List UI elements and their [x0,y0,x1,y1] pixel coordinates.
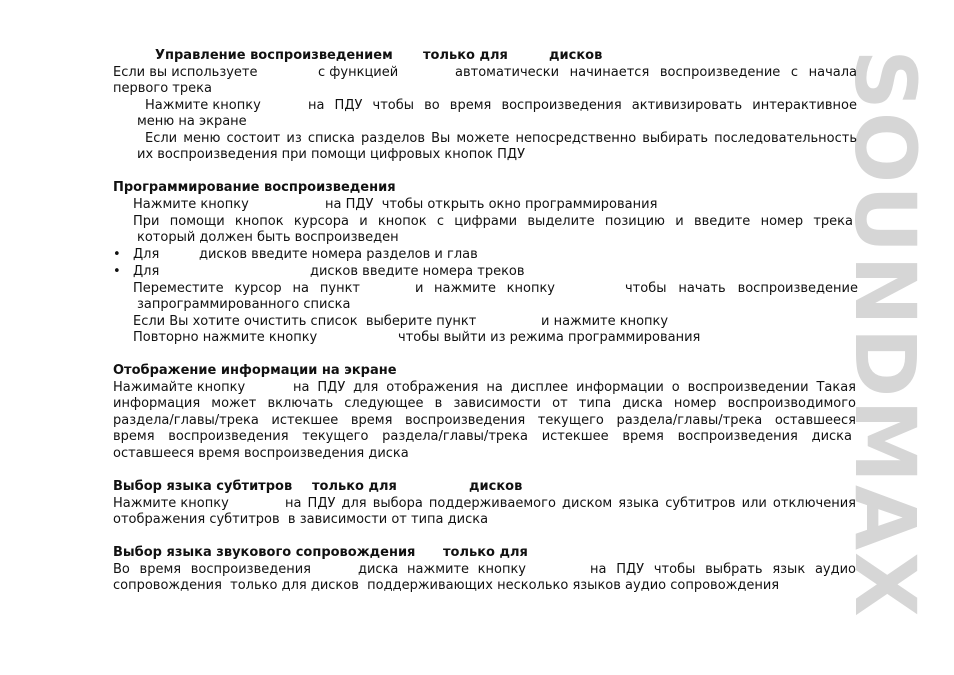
text-line: на ПДУ чтобы во время воспроизведения активизировать интерактивное [308,98,857,113]
text-line: с функцией [318,65,399,80]
text-line: чтобы выйти из режима программирования [398,330,701,345]
text-line: на ПДУ для отображения на дисплее информации о воспроизведении Такая [293,380,856,395]
text-line: на ПДУ чтобы открыть окно программирования [325,197,658,212]
section-title-subtitles-part2: только для [312,479,397,494]
list-item: Для [133,247,160,262]
text-line: информация может включать следующее в зависимости от типа диска номер воспроизводимого [113,396,856,411]
text-line: запрограммированного списка [137,297,351,312]
text-line: чтобы начать воспроизведение [625,281,858,296]
text-line: меню на экране [137,114,247,129]
text-line: время воспроизведения текущего раздела/главы/трека истекшее время воспроизведения диска [113,429,852,444]
section-title-subtitles-part3: дисков [469,479,523,494]
text-line: раздела/главы/трека истекшее время воспроизведения текущего раздела/главы/трека оставшееся [113,413,856,428]
soundmax-logo-text: SOUNDMAX [836,49,934,619]
bullet-icon: • [113,264,121,279]
section-title-audio-part2: только для [443,545,528,560]
text-line: их воспроизведения при помощи цифровых кнопок ПДУ [137,147,525,162]
text-line: оставшееся время воспроизведения диска [113,446,409,461]
text-line: и нажмите кнопку [415,281,555,296]
text-line: и нажмите кнопку [541,314,669,329]
text-line: Во время воспроизведения [113,562,311,577]
text-line: первого трека [113,81,212,96]
list-item: дисков введите номера треков [310,264,525,279]
section-title-playback-part2: только для [423,48,508,63]
soundmax-logo [836,44,938,624]
list-item: дисков введите номера разделов и глав [199,247,478,262]
text-line: диска нажмите кнопку [358,562,526,577]
text-line: отображения субтитров в зависимости от типа диска [113,512,489,527]
section-title-playback-part3: дисков [549,48,603,63]
text-line: который должен быть воспроизведен [137,230,399,245]
section-title-programming: Программирование воспроизведения [113,180,396,195]
bullet-icon: • [113,247,121,262]
text-line: сопровождения только для дисков поддерживающих несколько языков аудио сопровождения [113,578,780,593]
text-line: Нажмите кнопку [113,496,229,511]
text-line: Если вы используете [113,65,258,80]
text-line: Повторно нажмите кнопку [133,330,318,345]
section-title-playback: Управление воспроизведением [155,48,393,63]
section-title-audio: Выбор языка звукового сопровождения [113,545,416,560]
section-title-subtitles: Выбор языка субтитров [113,479,293,494]
text-line: Если Вы хотите очистить список выберите пункт [133,314,477,329]
text-line: автоматически начинается воспроизведение с начала [455,65,857,80]
text-line: на ПДУ для выбора поддерживаемого диском языка субтитров или отключения [285,496,856,511]
text-line: При помощи кнопок курсора и кнопок с цифрами выделите позицию и введите номер трека [133,214,853,229]
text-line: на ПДУ чтобы выбрать язык аудио [590,562,856,577]
text-line: Нажмите кнопку [145,98,261,113]
list-item: Для [133,264,160,279]
section-title-info: Отображение информации на экране [113,363,397,378]
text-line: Нажимайте кнопку [113,380,246,395]
text-line: Нажмите кнопку [133,197,249,212]
text-line: Переместите курсор на пункт [133,281,360,296]
text-line: Если меню состоит из списка разделов Вы можете непосредственно выбирать последовательность [145,131,857,146]
